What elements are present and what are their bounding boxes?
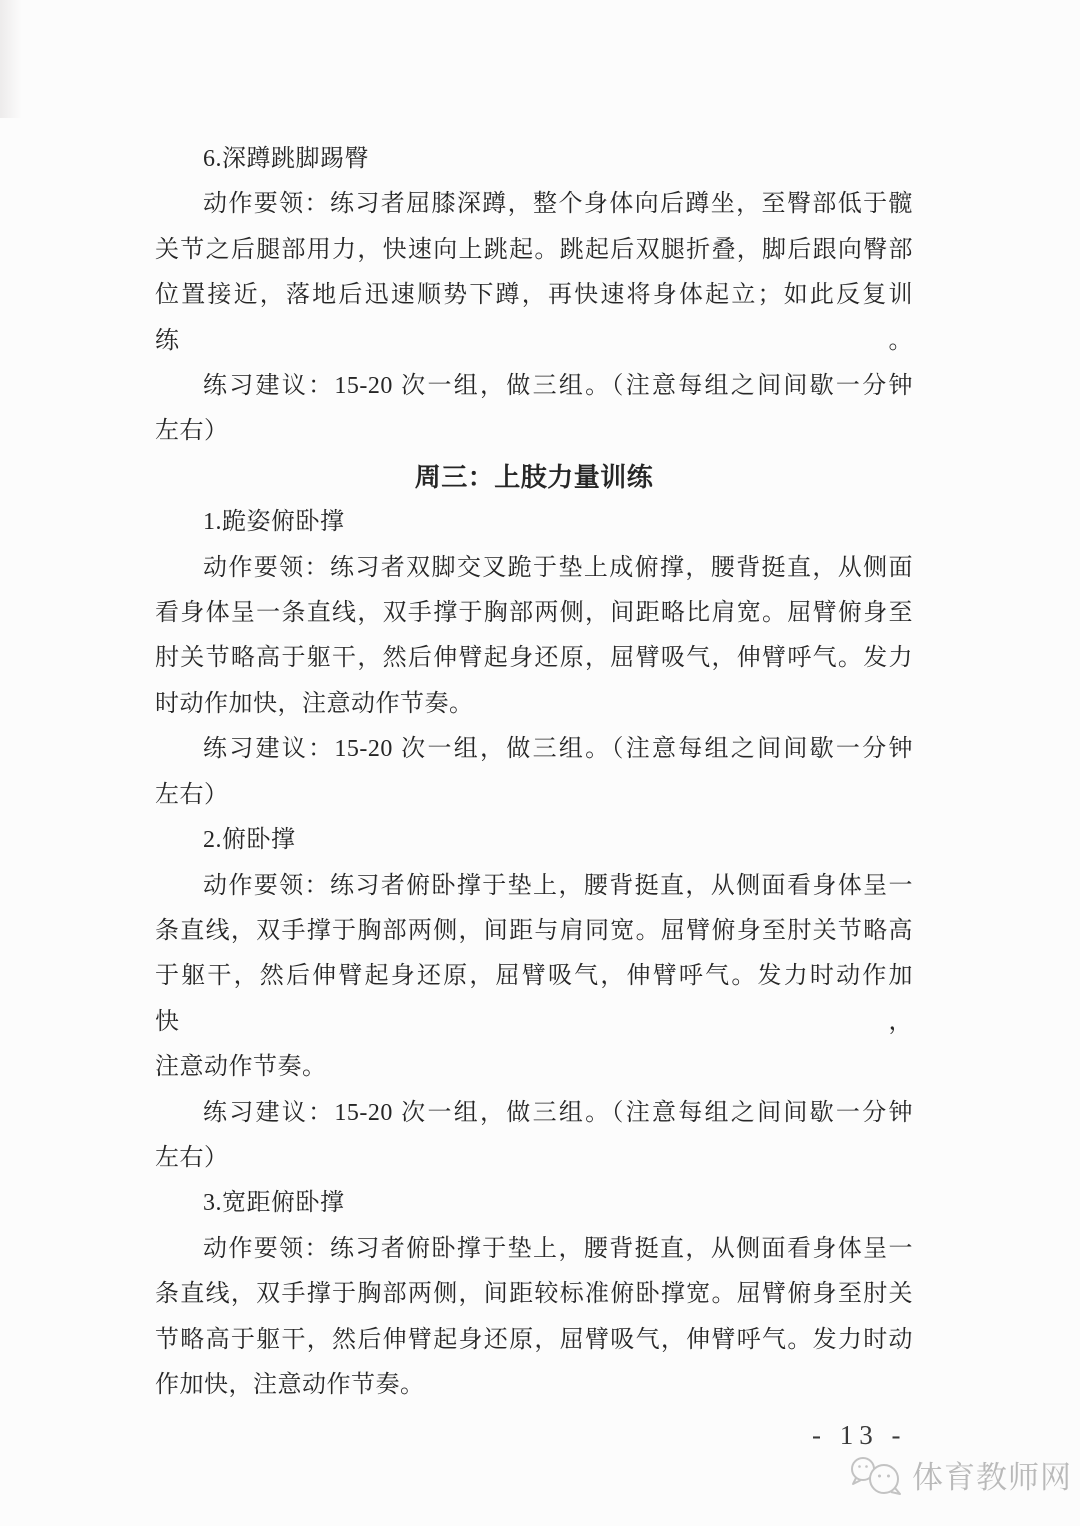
paragraph-line: 肘关节略高于躯干，然后伸臂起身还原，屈臂吸气，伸臂呼气。发力 xyxy=(155,645,913,672)
paragraph-line: 看身体呈一条直线，双手撑于胸部两侧，间距略比肩宽。屈臂俯身至 xyxy=(155,600,913,627)
paragraph-line: 节略高于躯干，然后伸臂起身还原，屈臂吸气，伸臂呼气。发力时动 xyxy=(155,1326,913,1353)
paragraph-line: 注意动作节奏。 xyxy=(155,1054,327,1081)
section-heading: 周三：上肢力量训练 xyxy=(414,462,654,492)
watermark xyxy=(848,1452,1072,1497)
paragraph-line: 动作要领：练习者俯卧撑于垫上，腰背挺直，从侧面看身体呈一 xyxy=(203,872,913,899)
scan-artifact-streak xyxy=(0,0,22,118)
paragraph-line: 动作要领：练习者屈膝深蹲，整个身体向后蹲坐，至臀部低于髋 xyxy=(203,191,913,218)
item-title: 6.深蹲跳脚踢臀 xyxy=(203,146,369,172)
item-title: 1.跪姿俯卧撑 xyxy=(203,509,345,536)
paragraph-line: 关节之后腿部用力，快速向上跳起。跳起后双腿折叠，脚后跟向臀部 xyxy=(155,236,913,263)
paragraph-line: 练习建议：15-20 次一组，做三组。（注意每组之间间歇一分钟 xyxy=(203,1099,913,1126)
paragraph-line: 左右） xyxy=(155,781,229,808)
paragraph-line: 于躯干，然后伸臂起身还原，屈臂吸气，伸臂呼气。发力时动作加快， xyxy=(155,963,913,1035)
paragraph-line: 条直线，双手撑于胸部两侧，间距与肩同宽。屈臂俯身至肘关节略高 xyxy=(155,917,913,944)
paragraph-line: 作加快，注意动作节奏。 xyxy=(155,1371,425,1398)
document-body xyxy=(155,137,913,1408)
item-title: 3.宽距俯卧撑 xyxy=(203,1190,345,1217)
paragraph-line: 左右） xyxy=(155,418,229,445)
chat-bubbles-logo-icon xyxy=(848,1453,906,1497)
paragraph-line: 动作要领：练习者双脚交叉跪于垫上成俯撑，腰背挺直，从侧面 xyxy=(203,554,913,581)
paragraph-line: 时动作加快，注意动作节奏。 xyxy=(155,690,474,717)
page-number: - 13 - xyxy=(812,1420,907,1450)
item-title: 2.俯卧撑 xyxy=(203,827,296,854)
paragraph-line: 练习建议：15-20 次一组，做三组。（注意每组之间间歇一分钟 xyxy=(203,373,913,400)
paragraph-line: 练习建议：15-20 次一组，做三组。（注意每组之间间歇一分钟 xyxy=(203,736,913,763)
paragraph-line: 位置接近，落地后迅速顺势下蹲，再快速将身体起立；如此反复训练。 xyxy=(155,282,913,354)
watermark-site-name: 体育教师网 xyxy=(912,1460,1072,1495)
paragraph-line: 左右） xyxy=(155,1144,229,1171)
paragraph-line: 动作要领：练习者俯卧撑于垫上，腰背挺直，从侧面看身体呈一 xyxy=(203,1235,913,1262)
paragraph-line: 条直线，双手撑于胸部两侧，间距较标准俯卧撑宽。屈臂俯身至肘关 xyxy=(155,1281,913,1308)
